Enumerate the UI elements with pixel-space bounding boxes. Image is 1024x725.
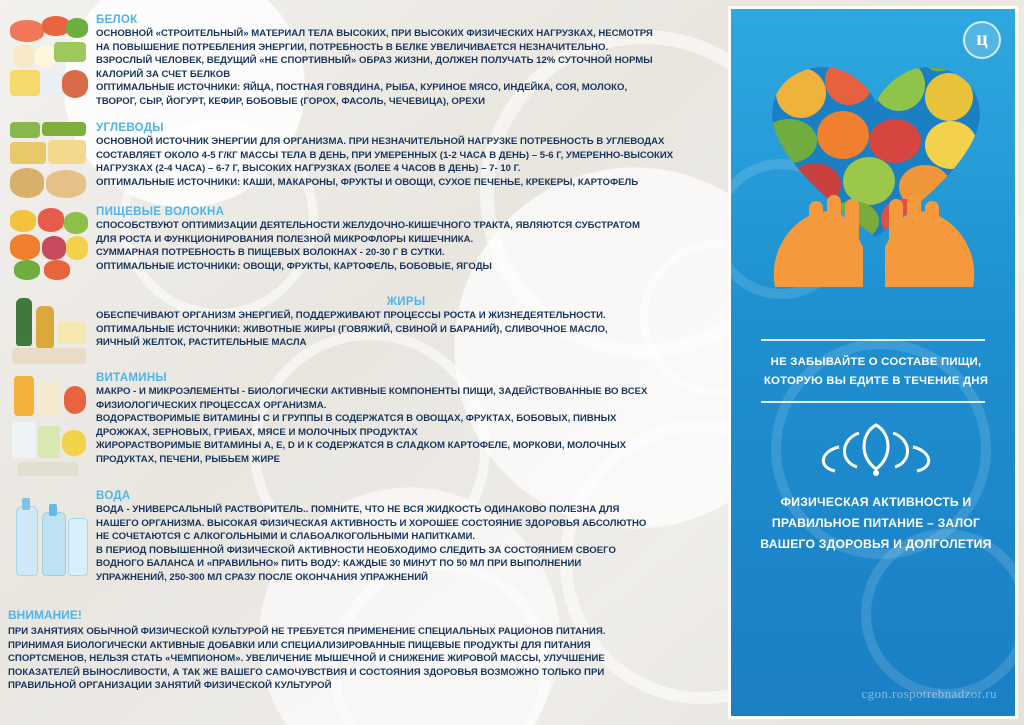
section-paragraph: ВОДА - УНИВЕРСАЛЬНЫЙ РАСТВОРИТЕЛЬ.. ПОМНИТЕ, ЧТО НЕ ВСЯ ЖИДКОСТЬ ОДИНАКОВО ПОЛЕЗНА ДЛЯ [96,504,620,515]
section-paragraph: ЯИЧНЫЙ ЖЕЛТОК, РАСТИТЕЛЬНЫЕ МАСЛА [96,337,307,349]
divider [761,339,985,341]
section-fats [96,296,716,351]
flourish-ornament [801,417,951,477]
attention-paragraph: ПОКАЗАТЕЛЕЙ ВЫНОСЛИВОСТИ, А ТАК ЖЕ ВАШЕГО САМОЧУВСТВИЯ И СОСТОЯНИЯ ЗДОРОВЬЯ ВОЗМОЖНО ТОЛЬКО ПРИ [8,666,605,678]
section-protein [96,14,716,110]
attention-paragraph: СПОРТСМЕНОВ, НЕЛЬЗЯ СТАТЬ «ЧЕМПИОНОМ». УВЕЛИЧЕНИЕ МЫШЕЧНОЙ И СНИЖЕНИЕ ЖИРОВОЙ МАССЫ, УЛУЧШЕНИЕ [8,653,605,665]
attention-block [8,608,720,694]
section-title: ВОДА [96,490,131,502]
section-paragraph: ВОДОРАСТВОРИМЫЕ ВИТАМИНЫ С И ГРУППЫ В СОДЕРЖАТСЯ В ОВОЩАХ, ФРУКТАХ, БОБОВЫХ, ПИВНЫХ [96,413,617,425]
section-fiber [96,206,716,274]
section-paragraph: НАШЕГО ОРГАНИЗМА. ВЫСОКАЯ ФИЗИЧЕСКАЯ АКТИВНОСТЬ И ХОРОШЕЕ СОСТОЯНИЕ ЗДОРОВЬЯ АБСОЛЮТНО [96,517,647,529]
section-title: БЕЛОК [96,14,138,26]
section-paragraph: ДЛЯ РОСТА И ФУНКЦИОНИРОВАНИЯ ПОЛЕЗНОЙ МИКРОФЛОРЫ КИШЕЧНИКА. [96,233,474,245]
section-paragraph: НА ПОВЫШЕНИЕ ПОТРЕБЛЕНИЯ ЭНЕРГИИ, ПОТРЕБНОСТЬ В БЕЛКЕ УВЕЛИЧИВАЕТСЯ НЕЗНАЧИТЕЛЬНО. [96,41,609,53]
section-carbohydrates [96,122,716,190]
water-bottles-image [8,492,90,584]
section-paragraph: В ПЕРИОД ПОВЫШЕННОЙ ФИЗИЧЕСКОЙ АКТИВНОСТИ НЕОБХОДИМО СЛЕДИТЬ ЗА СОСТОЯНИЕМ СВОЕГО [96,544,616,556]
fats-foods-image [8,296,90,366]
section-title: ЖИРЫ [386,296,426,308]
section-paragraph: ОПТИМАЛЬНЫЕ ИСТОЧНИКИ: ЯЙЦА, ПОСТНАЯ ГОВЯДИНА, РЫБА, КУРИНОЕ МЯСО, ИНДЕЙКА, СОЯ, МОЛОКО, [96,82,628,94]
footer-line: ПРАВИЛЬНОЕ ПИТАНИЕ – ЗАЛОГ [771,516,981,530]
attention-paragraph: ПРИ ЗАНЯТИЯХ ОБЫЧНОЙ ФИЗИЧЕСКОЙ КУЛЬТУРОЙ НЕ ТРЕБУЕТСЯ ПРИМЕНЕНИЕ СПЕЦИАЛЬНЫХ РАЦИОНОВ ПИТАНИЯ. [8,626,606,637]
section-paragraph: ВЗРОСЛЫЙ ЧЕЛОВЕК, ВЕДУЩИЙ «НЕ СПОРТИВНЫЙ» ОБРАЗ ЖИЗНИ, ДОЛЖЕН ПОЛУЧАТЬ 12% СУТОЧНОЙ НОРМЫ [96,55,653,67]
fiber-foods-image [8,208,90,282]
section-paragraph: ПРОДУКТАХ, ПЕЧЕНИ, РЫБЬЕМ ЖИРЕ [96,453,281,465]
section-vitamins [96,372,716,468]
section-paragraph: СУММАРНАЯ ПОТРЕБНОСТЬ В ПИЩЕВЫХ ВОЛОКНАХ - 20-30 Г В СУТКИ. [96,247,445,259]
attention-title: ВНИМАНИЕ! [8,608,82,622]
section-paragraph: УПРАЖНЕНИЙ, 250-300 МЛ СРАЗУ ПОСЛЕ ОКОНЧАНИЯ УПРАЖНЕНИЙ [96,571,429,583]
side-panel [728,6,1018,719]
section-paragraph: ОБЕСПЕЧИВАЮТ ОРГАНИЗМ ЭНЕРГИЕЙ, ПОДДЕРЖИВАЮТ ПРОЦЕССЫ РОСТА И ЖИЗНЕДЕЯТЕЛЬНОСТИ. [96,310,606,321]
section-title: ПИЩЕВЫЕ ВОЛОКНА [96,206,225,218]
section-paragraph: ФИЗИОЛОГИЧЕСКИХ ПРОЦЕССАХ ОРГАНИЗМА. [96,399,327,411]
section-paragraph: ТВОРОГ, СЫР, ЙОГУРТ, КЕФИР, БОБОВЫЕ (ГОРОХ, ФАСОЛЬ, ЧЕЧЕВИЦА), ОРЕХИ [96,95,485,107]
vitamins-foods-image [8,372,90,482]
attention-paragraph: ПРАВИЛЬНОЙ ОРГАНИЗАЦИИ ЗАНЯТИЙ ФИЗИЧЕСКОЙ КУЛЬТУРОЙ [8,680,332,692]
section-paragraph: МАКРО - И МИКРОЭЛЕМЕНТЫ - БИОЛОГИЧЕСКИ АКТИВНЫЕ КОМПОНЕНТЫ ПИЩИ, ЗАДЕЙСТВОВАННЫЕ ВО ВСЕХ [96,386,648,397]
footer-line: ВАШЕГО ЗДОРОВЬЯ И ДОЛГОЛЕТИЯ [760,537,992,551]
section-paragraph: ОСНОВНОЙ «СТРОИТЕЛЬНЫЙ» МАТЕРИАЛ ТЕЛА ВЫСОКИХ, ПРИ ВЫСОКИХ ФИЗИЧЕСКИХ НАГРУЗКАХ, НЕСМОТРЯ [96,28,653,39]
section-title: УГЛЕВОДЫ [96,122,164,134]
section-paragraph: НАГРУЗКАХ (2-4 ЧАСА) – 6-7 Г, ВЫСОКИХ НАГРУЗКАХ (БОЛЕЕ 4 ЧАСОВ В ДЕНЬ) – 7- 10 Г. [96,163,521,175]
section-paragraph: ОПТИМАЛЬНЫЕ ИСТОЧНИКИ: КАШИ, МАКАРОНЫ, ФРУКТЫ И ОВОЩИ, СУХОЕ ПЕЧЕНЬЕ, КРЕКЕРЫ, КАРТОФЕЛЬ [96,176,639,188]
section-paragraph: СОСТАВЛЯЕТ ОКОЛО 4-5 Г/КГ МАССЫ ТЕЛА В ДЕНЬ, ПРИ УМЕРЕННЫХ (1-2 ЧАСА В ДЕНЬ) – 5-6 Г, УМЕРЕННО-ВЫСОКИХ [96,149,674,161]
supporting-hands-illustration [767,187,981,292]
site-watermark: cgon.rospotrebnadzor.ru [861,686,997,701]
protein-foods-image [8,14,90,104]
organization-logo: ц [963,21,1001,59]
footer-line: ФИЗИЧЕСКАЯ АКТИВНОСТЬ И [780,495,972,509]
attention-paragraph: ПРИНИМАЯ БИОЛОГИЧЕСКИ АКТИВНЫЕ ДОБАВКИ ИЛИ СПЕЦИАЛИЗИРОВАННЫЕ ПИЩЕВЫЕ ПРОДУКТЫ ДЛЯ ПИТАНИЯ [8,639,591,651]
section-water [96,490,716,586]
section-paragraph: СПОСОБСТВУЮТ ОПТИМИЗАЦИИ ДЕЯТЕЛЬНОСТИ ЖЕЛУДОЧНО-КИШЕЧНОГО ТРАКТА, ЯВЛЯЮТСЯ СУБСТРАТОМ [96,220,640,231]
section-paragraph: ВОДНОГО БАЛАНСА И «ПРАВИЛЬНО» ПИТЬ ВОДУ: КАЖДЫЕ 30 МИНУТ ПО 50 МЛ ПРИ ВЫПОЛНЕНИИ [96,558,582,570]
section-title: ВИТАМИНЫ [96,372,167,384]
section-paragraph: ОПТИМАЛЬНЫЕ ИСТОЧНИКИ: ОВОЩИ, ФРУКТЫ, КАРТОФЕЛЬ, БОБОВЫЕ, ЯГОДЫ [96,260,492,272]
slogan-line: НЕ ЗАБЫВАЙТЕ О СОСТАВЕ ПИЩИ, [770,356,982,368]
section-paragraph: ОСНОВНОЙ ИСТОЧНИК ЭНЕРГИИ ДЛЯ ОРГАНИЗМА. ПРИ НЕЗНАЧИТЕЛЬНОЙ НАГРУЗКЕ ПОТРЕБНОСТЬ В УГЛЕВОДАХ [96,136,665,147]
section-paragraph: НЕ СОЧЕТАЮТСЯ С АЛКОГОЛЬНЫМИ И СЛАБОАЛКОГОЛЬНЫМИ НАПИТКАМИ. [96,531,476,543]
section-paragraph: ЖИРОРАСТВОРИМЫЕ ВИТАМИНЫ А, Е, D И К СОДЕРЖАТСЯ В СЛАДКОМ КАРТОФЕЛЕ, МОРКОВИ, МОЛОЧНЫХ [96,440,627,452]
section-paragraph: ОПТИМАЛЬНЫЕ ИСТОЧНИКИ: ЖИВОТНЫЕ ЖИРЫ (ГОВЯЖИЙ, СВИНОЙ И БАРАНИЙ), СЛИВОЧНОЕ МАСЛО, [96,323,608,335]
section-paragraph: КАЛОРИЙ ЗА СЧЕТ БЕЛКОВ [96,68,231,80]
carbohydrate-foods-image [8,120,90,204]
section-paragraph: ДРОЖЖАХ, ЗЕРНОВЫХ, ГРИБАХ, МЯСЕ И МОЛОЧНЫХ ПРОДУКТАХ [96,426,418,438]
slogan-line: КОТОРУЮ ВЫ ЕДИТЕ В ТЕЧЕНИЕ ДНЯ [763,375,989,387]
divider [761,401,985,403]
